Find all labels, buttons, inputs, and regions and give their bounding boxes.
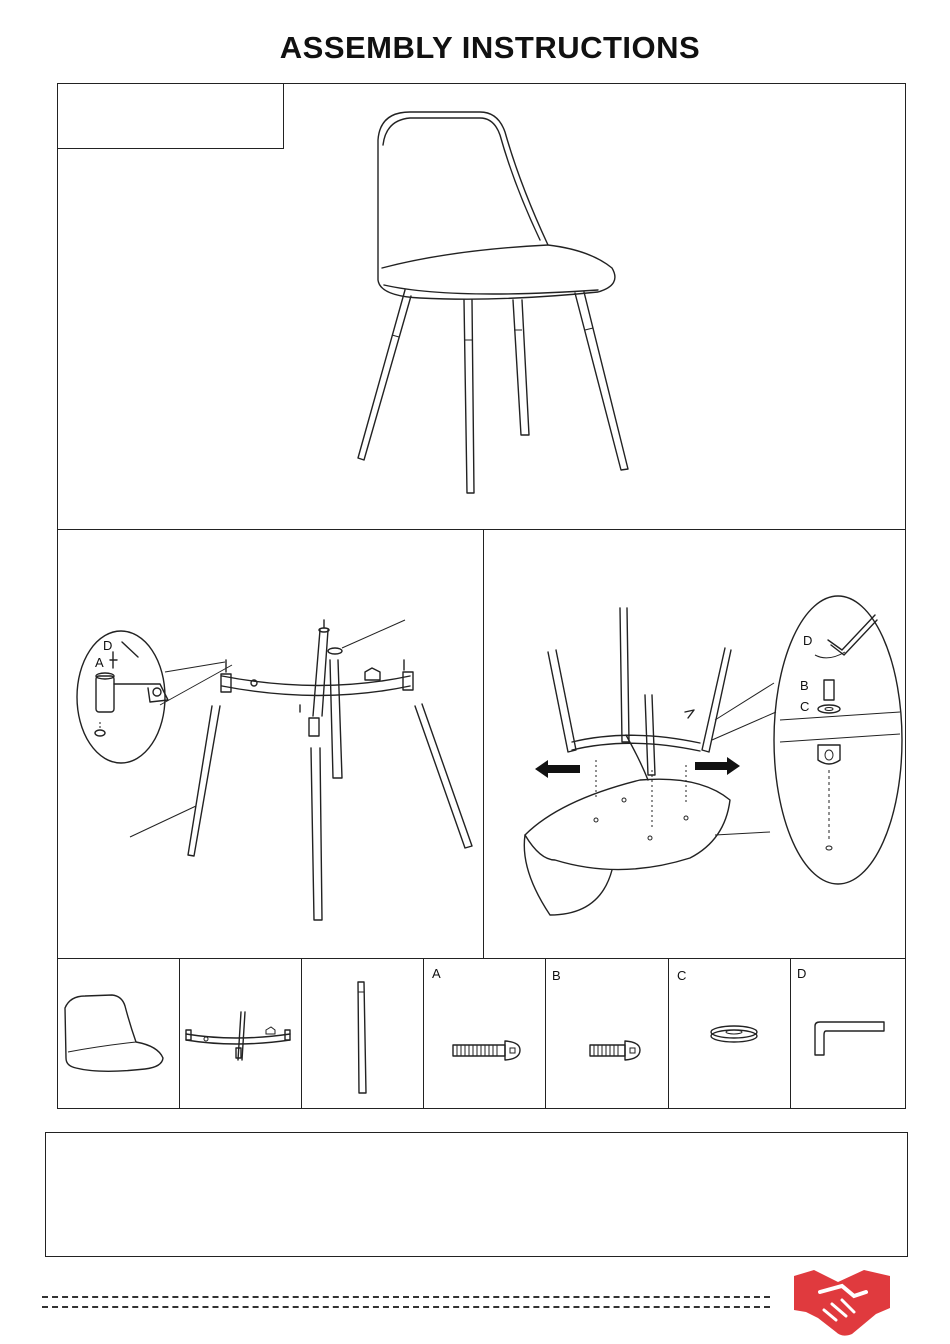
label-c: C <box>800 699 810 714</box>
footer-dash-line-1 <box>42 1296 770 1298</box>
part-letter-d: D <box>797 966 807 981</box>
page-title: ASSEMBLY INSTRUCTIONS <box>279 30 701 65</box>
label-b: B <box>800 678 809 693</box>
part-letter-b: B <box>552 968 561 983</box>
label-d-detail: D <box>803 633 813 648</box>
footer-dash-line-2 <box>42 1306 770 1308</box>
label-a: A <box>95 655 104 670</box>
label-d: D <box>103 638 113 653</box>
part-letter-a: A <box>432 966 441 981</box>
handshake-icon <box>790 1262 895 1338</box>
part-letter-c: C <box>677 968 687 983</box>
notes-box <box>45 1132 908 1257</box>
